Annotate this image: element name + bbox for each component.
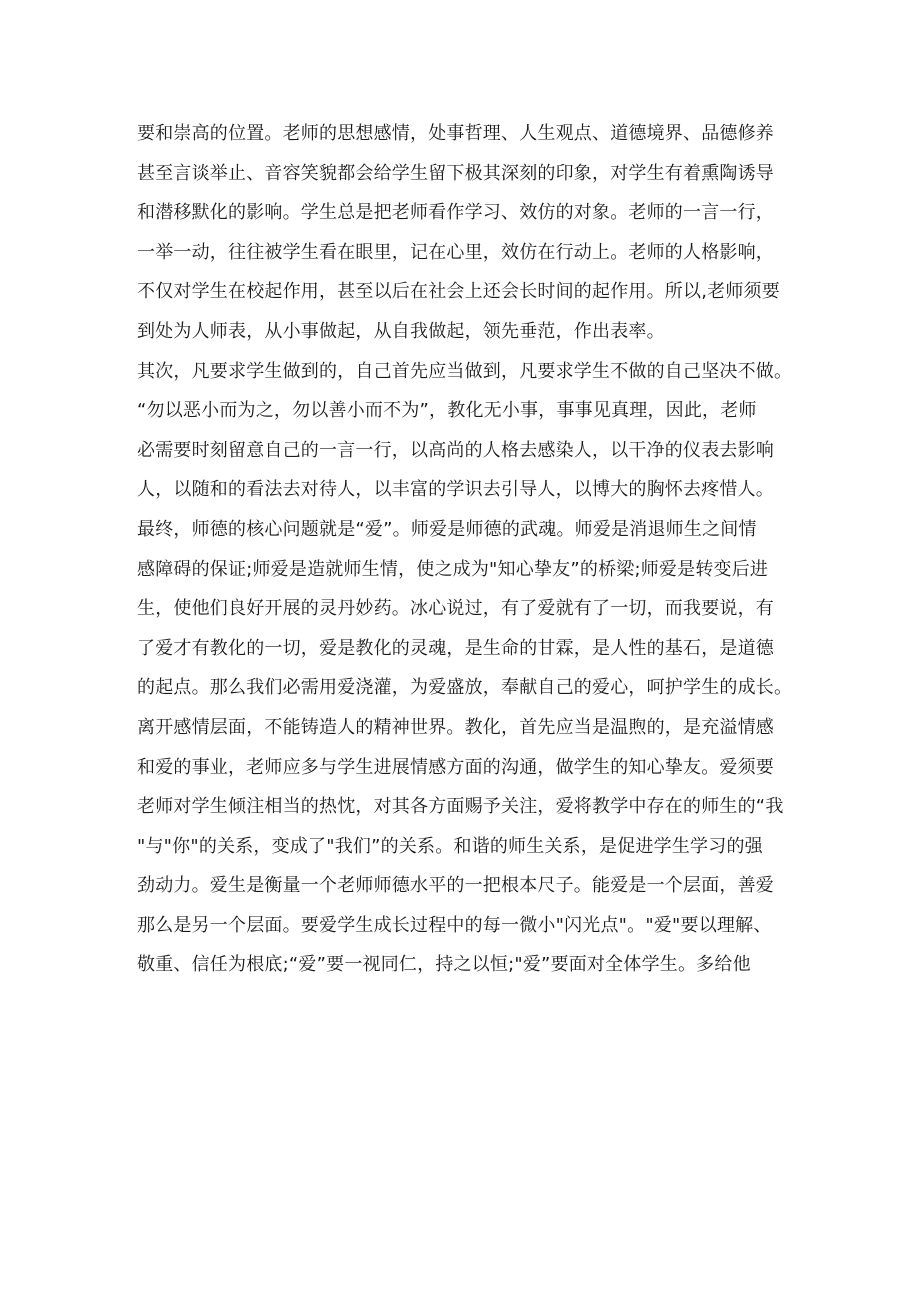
text-line: 一举一动，往往被学生看在眼里，记在心里，效仿在行动上。老师的人格影响， — [137, 241, 774, 263]
text-line: 人，以随和的看法去对待人，以丰富的学识去引导人，以博大的胸怀去疼惜人。 — [137, 479, 774, 501]
text-line: 要和崇高的位置。老师的思想感情，处事哲理、人生观点、道德境界、品德修养 — [137, 123, 774, 144]
text-line: "与"你"的关系，变成了"我们”的关系。和谐的师生关系，是促进学生学习的强 — [137, 835, 763, 857]
text-line: 到处为人师表，从小事做起，从自我做起，领先垂范，作出表率。 — [137, 320, 665, 342]
text-line: 不仅对学生在校起作用，甚至以后在社会上还会长时间的起作用。所以,老师须要 — [137, 281, 780, 303]
text-line: 必需要时刻留意自己的一言一行，以高尚的人格去感染人，以干净的仪表去影响 — [137, 439, 774, 461]
text-line: 那么是另一个层面。要爱学生成长过程中的每一微小"闪光点"。"爱"要以理解、 — [137, 914, 772, 936]
text-line: 甚至言谈举止、音容笑貌都会给学生留下极其深刻的印象，对学生有着熏陶诱导 — [137, 162, 774, 184]
text-line: 了爱才有教化的一切，爱是教化的灵魂，是生命的甘霖，是人性的基石，是道德 — [137, 637, 774, 659]
text-line: 感障碍的保证;师爱是造就师生情，使之成为"知心挚友”的桥梁;师爱是转变后进 — [137, 558, 769, 580]
body-text — [137, 114, 797, 985]
text-line: 敬重、信任为根底;“爱”要一视同仁，持之以恒;"爱”要面对全体学生。多给他 — [137, 954, 751, 976]
text-line: 和潜移默化的影响。学生总是把老师看作学习、效仿的对象。老师的一言一行， — [137, 202, 774, 224]
text-line: 和爱的事业，老师应多与学生进展情感方面的沟通，做学生的知心挚友。爱须要 — [137, 756, 774, 778]
text-line: 最终，师德的核心问题就是“爱”。师爱是师德的武魂。师爱是消退师生之间情 — [137, 518, 757, 540]
text-line: 其次，凡要求学生做到的，自己首先应当做到，凡要求学生不做的自己坚决不做。 — [137, 360, 793, 382]
text-line: 生，使他们良好开展的灵丹妙药。冰心说过，有了爱就有了一切，而我要说，有 — [137, 598, 774, 620]
text-line: 的起点。那么我们必需用爱浇灌，为爱盛放，奉献自己的爱心，呵护学生的成长。 — [137, 677, 793, 699]
text-line: 劲动力。爱生是衡量一个老师师德水平的一把根本尺子。能爱是一个层面，善爱 — [137, 875, 774, 897]
text-line: 老师对学生倾注相当的热忱，对其各方面赐予关注，爱将教学中存在的师生的“我 — [137, 796, 784, 818]
text-line: “勿以恶小而为之，勿以善小而不为”，教化无小事，事事见真理，因此，老师 — [137, 400, 757, 422]
text-line: 离开感情层面，不能铸造人的精神世界。教化，首先应当是温煦的，是充溢情感 — [137, 716, 774, 738]
